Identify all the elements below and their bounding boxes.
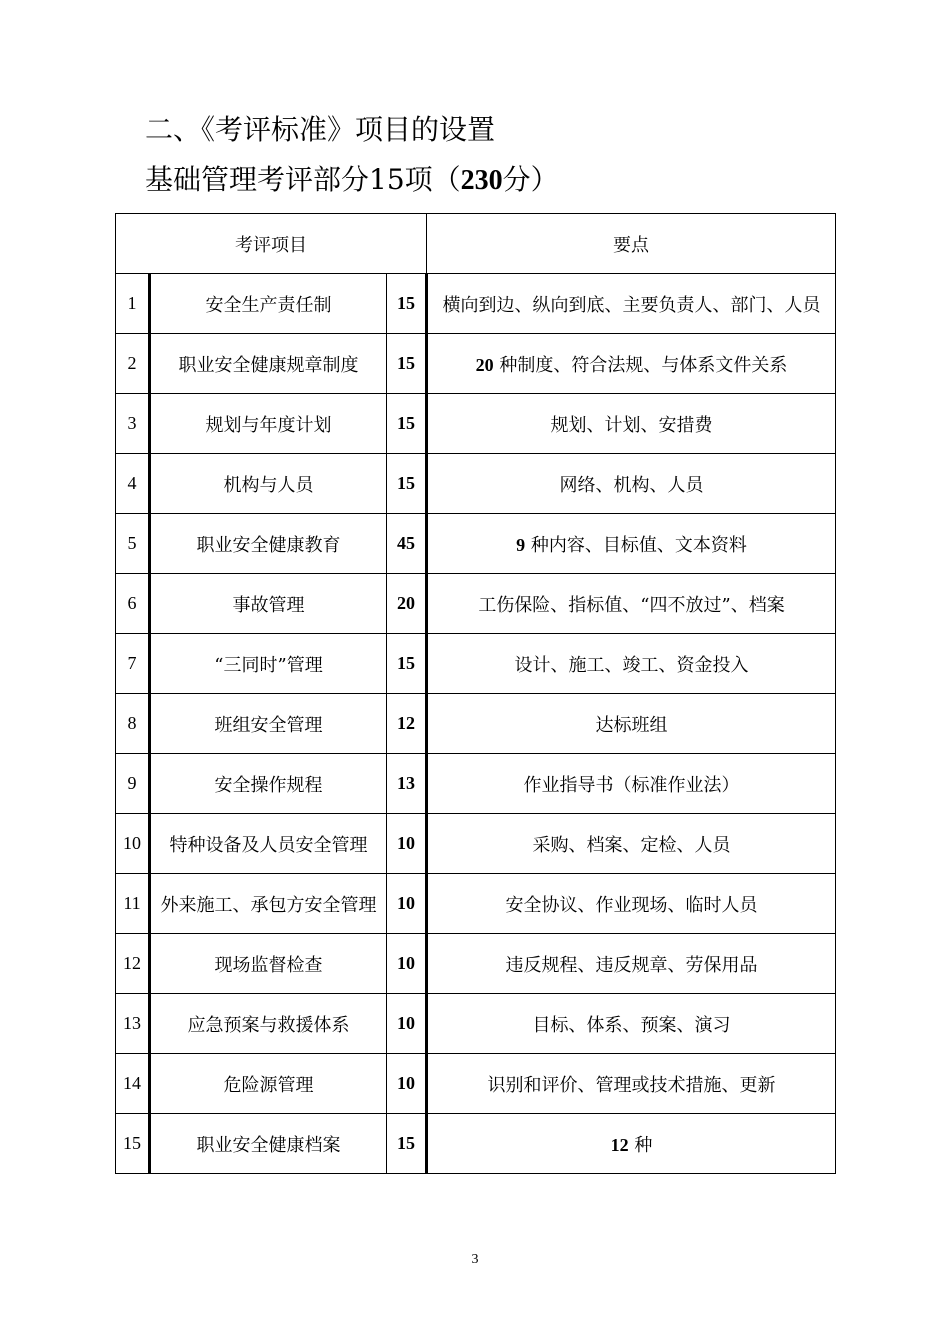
- row-points-count: 9: [516, 534, 526, 555]
- row-points: [427, 1054, 836, 1114]
- row-points: [427, 934, 836, 994]
- row-number: 10: [116, 814, 150, 874]
- row-points: [427, 694, 836, 754]
- row-points: [427, 754, 836, 814]
- header-item: 考评项目: [116, 214, 427, 274]
- row-points-text: 工伤保险、指标值、“四不放过”、档案: [478, 594, 785, 616]
- table-row: [116, 274, 836, 334]
- row-item-name: 安全生产责任制: [150, 274, 387, 334]
- row-points: [427, 454, 836, 514]
- row-number: 9: [116, 754, 150, 814]
- row-points-text: 违反规程、违反规章、劳保用品: [505, 954, 758, 976]
- table-row: [116, 874, 836, 934]
- row-score: 15: [387, 634, 427, 694]
- row-score: 10: [387, 934, 427, 994]
- row-score: 10: [387, 814, 427, 874]
- row-points-text: 安全协议、作业现场、临时人员: [505, 894, 758, 916]
- row-score: 15: [387, 274, 427, 334]
- table-row: [116, 994, 836, 1054]
- header-points: 要点: [427, 214, 836, 274]
- subheading-prefix: 基础管理考评部分15项（: [145, 163, 461, 196]
- table-row: [116, 934, 836, 994]
- row-item-name: 应急预案与救援体系: [150, 994, 387, 1054]
- table-row: [116, 814, 836, 874]
- subheading-suffix: 分）: [502, 163, 559, 196]
- page-number: 3: [471, 1252, 479, 1267]
- table-row: [116, 1054, 836, 1114]
- row-number: 3: [116, 394, 150, 454]
- row-number: 4: [116, 454, 150, 514]
- row-points: [427, 994, 836, 1054]
- row-score: 10: [387, 1054, 427, 1114]
- row-score: 10: [387, 994, 427, 1054]
- evaluation-table: [115, 213, 836, 1174]
- section-heading: 二、《考评标准》项目的设置: [145, 113, 496, 146]
- row-points-text: 横向到边、纵向到底、主要负责人、部门、人员: [442, 294, 821, 316]
- row-score: 10: [387, 874, 427, 934]
- row-score: 13: [387, 754, 427, 814]
- row-points-text: 目标、体系、预案、演习: [532, 1014, 731, 1036]
- table-row: [116, 754, 836, 814]
- row-points: [427, 274, 836, 334]
- table-row: [116, 334, 836, 394]
- row-points-text: 识别和评价、管理或技术措施、更新: [487, 1074, 776, 1096]
- row-score: 15: [387, 1114, 427, 1174]
- row-item-name: 班组安全管理: [150, 694, 387, 754]
- row-points: [427, 574, 836, 634]
- row-points: [427, 634, 836, 694]
- row-score: 15: [387, 394, 427, 454]
- row-points-count: 12: [610, 1134, 629, 1155]
- row-number: 2: [116, 334, 150, 394]
- row-points: [427, 874, 836, 934]
- row-points-count: 20: [475, 354, 494, 375]
- row-points-text: 规划、计划、安措费: [550, 414, 713, 436]
- row-points: [427, 394, 836, 454]
- row-score: 15: [387, 454, 427, 514]
- row-points-text: 达标班组: [595, 714, 668, 736]
- table-row: [116, 1114, 836, 1174]
- row-points: [427, 814, 836, 874]
- row-item-name: 事故管理: [150, 574, 387, 634]
- row-item-name: 现场监督检查: [150, 934, 387, 994]
- row-item-name: 安全操作规程: [150, 754, 387, 814]
- row-number: 8: [116, 694, 150, 754]
- subsection-heading: [145, 163, 559, 196]
- row-points-text: 网络、机构、人员: [559, 474, 704, 496]
- row-points-text: 设计、施工、竣工、资金投入: [514, 654, 749, 676]
- row-points: [427, 1114, 836, 1174]
- row-item-name: 职业安全健康教育: [150, 514, 387, 574]
- row-points-text: 种内容、目标值、文本资料: [525, 534, 747, 556]
- row-points: [427, 334, 836, 394]
- row-item-name: 危险源管理: [150, 1054, 387, 1114]
- row-item-name: 外来施工、承包方安全管理: [150, 874, 387, 934]
- row-points: [427, 514, 836, 574]
- row-item-name: 机构与人员: [150, 454, 387, 514]
- table-row: [116, 454, 836, 514]
- row-number: 5: [116, 514, 150, 574]
- row-item-name: 职业安全健康档案: [150, 1114, 387, 1174]
- subheading-total-score: 230: [460, 165, 503, 196]
- row-number: 14: [116, 1054, 150, 1114]
- row-item-name: “三同时”管理: [150, 634, 387, 694]
- row-points-text: 采购、档案、定检、人员: [532, 834, 731, 856]
- row-score: 15: [387, 334, 427, 394]
- table-row: [116, 634, 836, 694]
- row-number: 1: [116, 274, 150, 334]
- row-item-name: 特种设备及人员安全管理: [150, 814, 387, 874]
- row-points-text: 种: [628, 1134, 653, 1156]
- row-item-name: 规划与年度计划: [150, 394, 387, 454]
- row-score: 12: [387, 694, 427, 754]
- row-score: 45: [387, 514, 427, 574]
- table-row: [116, 514, 836, 574]
- row-number: 7: [116, 634, 150, 694]
- row-number: 11: [116, 874, 150, 934]
- row-number: 13: [116, 994, 150, 1054]
- row-number: 12: [116, 934, 150, 994]
- table-row: [116, 574, 836, 634]
- row-number: 15: [116, 1114, 150, 1174]
- row-points-text: 种制度、符合法规、与体系文件关系: [493, 354, 788, 376]
- table-row: [116, 394, 836, 454]
- row-points-text: 作业指导书（标准作业法）: [523, 774, 740, 796]
- table-row: [116, 694, 836, 754]
- row-number: 6: [116, 574, 150, 634]
- table-header-row: [116, 214, 836, 274]
- row-score: 20: [387, 574, 427, 634]
- row-item-name: 职业安全健康规章制度: [150, 334, 387, 394]
